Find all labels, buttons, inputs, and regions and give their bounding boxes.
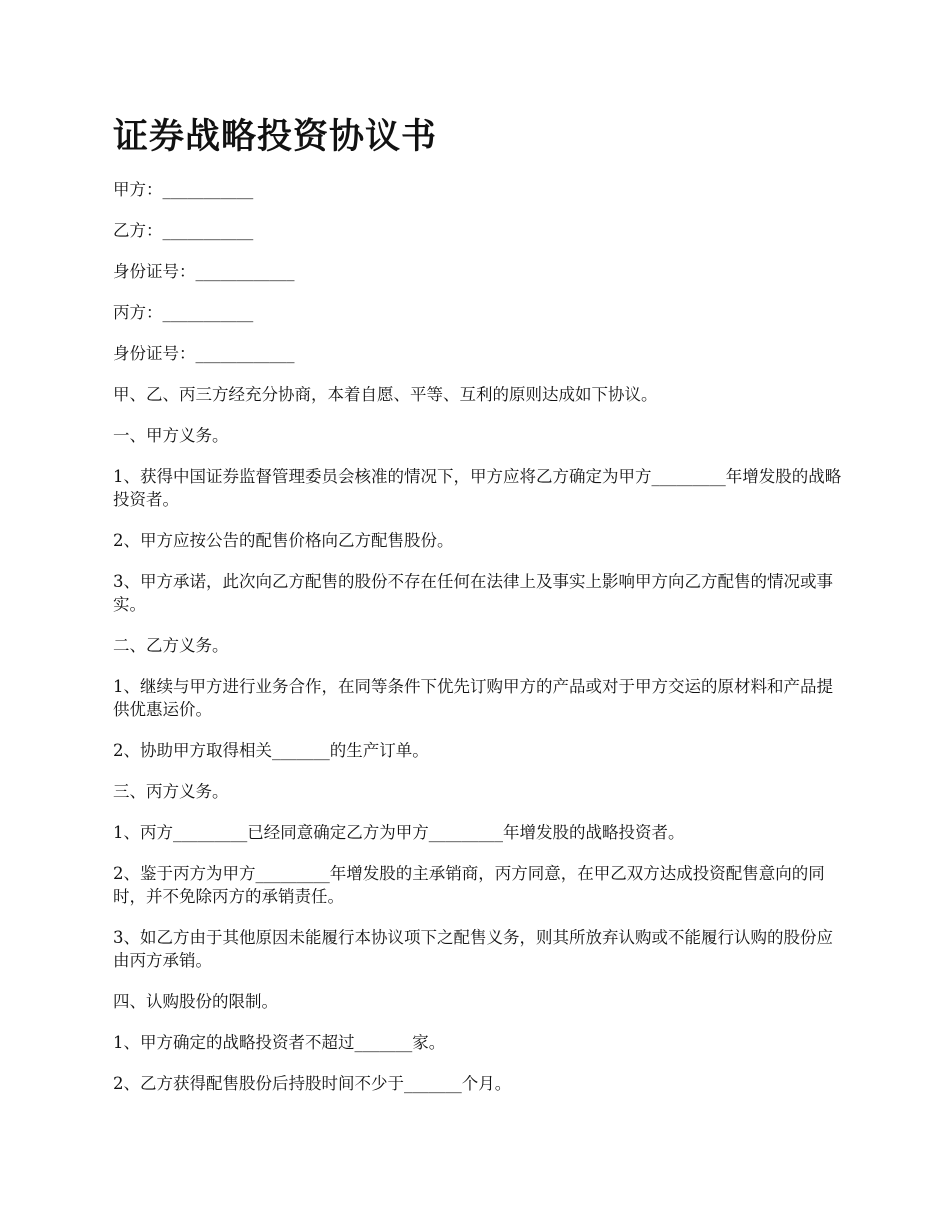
clause-c-3: 3、如乙方由于其他原因未能履行本协议项下之配售义务，则其所放弃认购或不能履行认购的股份应由丙方承销。 (113, 928, 833, 970)
preamble-paragraph: 甲、乙、丙三方经充分协商，本着自愿、平等、互利的原则达成如下协议。 (113, 385, 658, 404)
clause-a-2: 2、甲方应按公告的配售价格向乙方配售股份。 (113, 531, 454, 550)
clause-a-1: 1、获得中国证券监督管理委员会核准的情况下，甲方应将乙方确定为甲方_________年增发股的战略投资者。 (113, 467, 842, 509)
section-heading-party-b-obligations: 二、乙方义务。 (113, 636, 229, 655)
clause-b-1: 1、继续与甲方进行业务合作，在同等条件下优先订购甲方的产品或对于甲方交运的原材料和产品提供优惠运价。 (113, 677, 833, 719)
section-heading-party-c-obligations: 三、丙方义务。 (113, 782, 229, 801)
clause-a-3: 3、甲方承诺，此次向乙方配售的股份不存在任何在法律上及事实上影响甲方向乙方配售的情况或事实。 (113, 572, 833, 614)
party-b-line: 乙方：___________ (113, 221, 254, 240)
party-a-line: 甲方：___________ (113, 180, 254, 199)
clause-b-2: 2、协助甲方取得相关_______的生产订单。 (113, 741, 429, 760)
section-heading-share-restrictions: 四、认购股份的限制。 (113, 992, 278, 1011)
clause-c-1: 1、丙方_________已经同意确定乙方为甲方_________年增发股的战略投资者。 (113, 823, 685, 842)
party-c-id-line: 身份证号：____________ (113, 344, 295, 363)
document-page (113, 112, 843, 1113)
clause-d-2: 2、乙方获得配售股份后持股时间不少于_______个月。 (113, 1074, 512, 1093)
party-c-line: 丙方：___________ (113, 303, 254, 322)
clause-d-1: 1、甲方确定的战略投资者不超过_______家。 (113, 1033, 446, 1052)
document-title: 证券战略投资协议书 (113, 116, 438, 157)
section-heading-party-a-obligations: 一、甲方义务。 (113, 426, 229, 445)
party-b-id-line: 身份证号：____________ (113, 262, 295, 281)
clause-c-2: 2、鉴于丙方为甲方_________年增发股的主承销商，丙方同意，在甲乙双方达成投资配售意向的同时，并不免除丙方的承销责任。 (113, 864, 825, 906)
